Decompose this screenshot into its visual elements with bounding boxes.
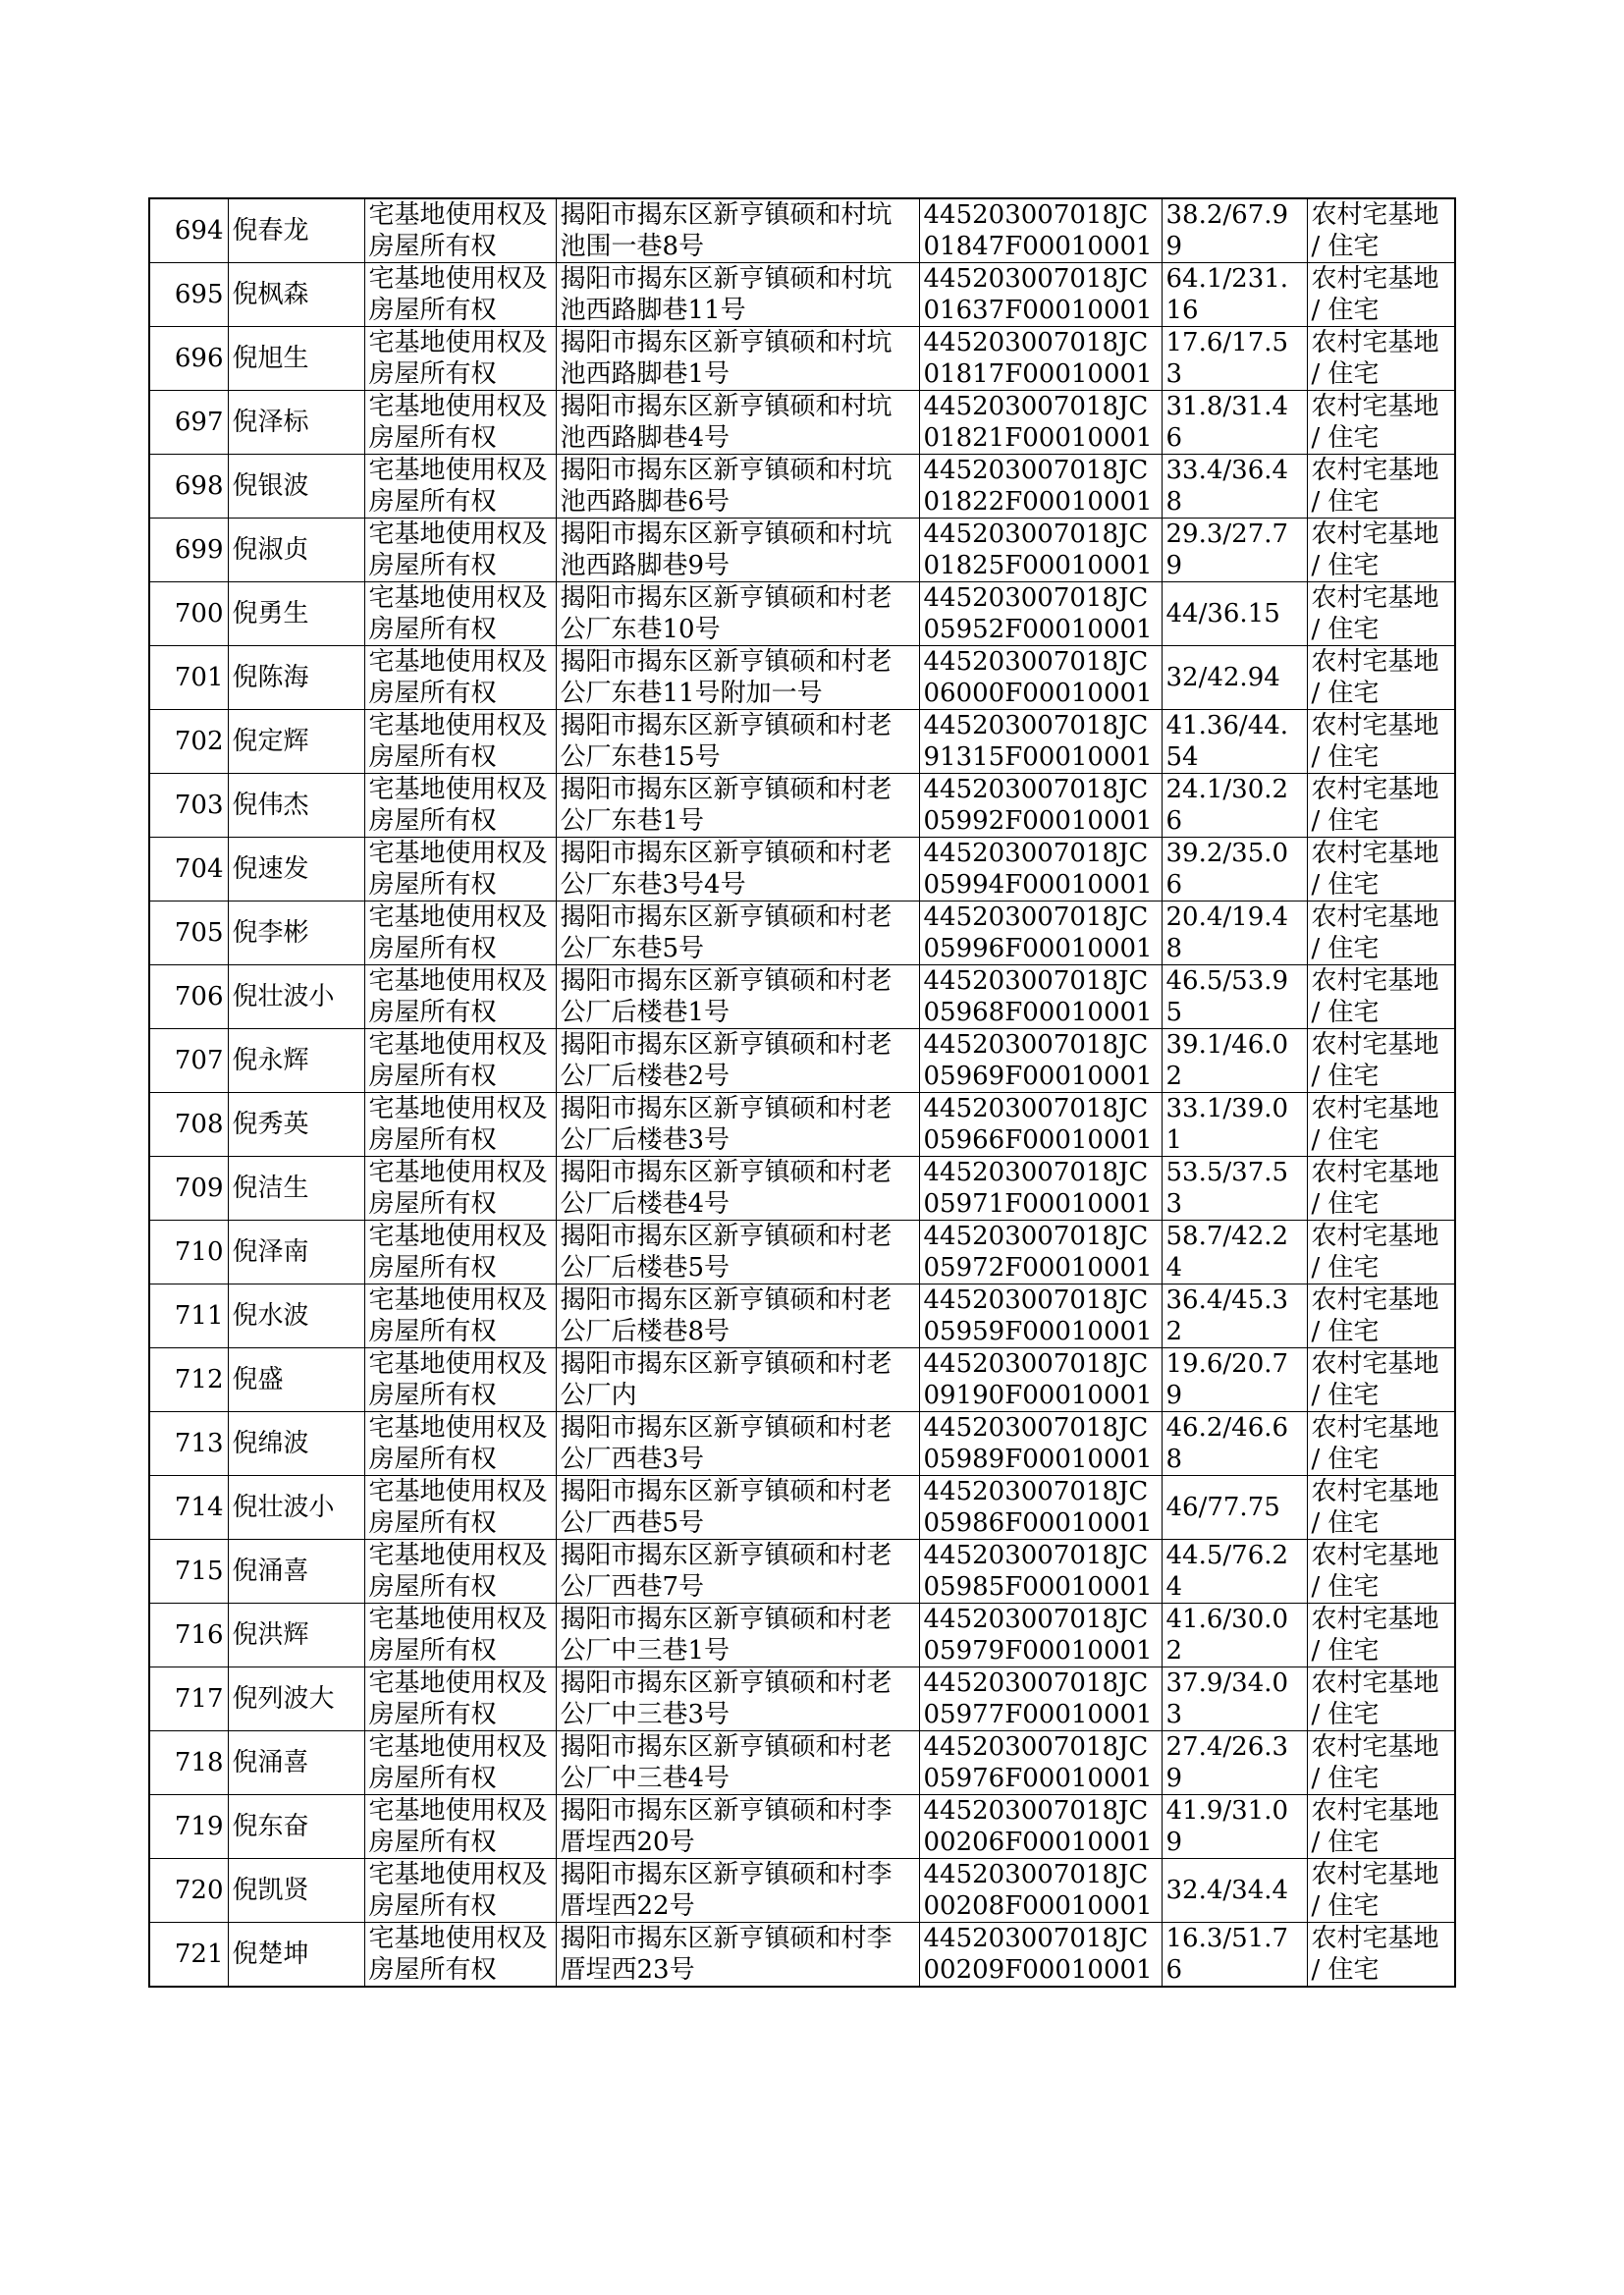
property-address-cell: 揭阳市揭东区新亨镇硕和村老公厂中三巷3号 — [556, 1667, 919, 1731]
right-type-cell: 宅基地使用权及房屋所有权 — [364, 455, 556, 519]
right-type-cell: 宅基地使用权及房屋所有权 — [364, 1348, 556, 1412]
row-number-cell: 710 — [149, 1221, 228, 1284]
unit-code-cell: 445203007018JC01821F00010001 — [919, 391, 1162, 455]
owner-name-cell: 倪盛 — [228, 1348, 364, 1412]
table-row — [149, 1029, 1455, 1093]
land-use-cell: 农村宅基地 / 住宅 — [1307, 455, 1455, 519]
table-row — [149, 327, 1455, 391]
property-address-cell: 揭阳市揭东区新亨镇硕和村坑池西路脚巷9号 — [556, 519, 919, 582]
area-value-cell: 38.2/67.99 — [1162, 198, 1307, 263]
land-use-cell: 农村宅基地 / 住宅 — [1307, 198, 1455, 263]
property-address-cell: 揭阳市揭东区新亨镇硕和村老公厂中三巷4号 — [556, 1731, 919, 1795]
land-use-cell: 农村宅基地 / 住宅 — [1307, 1795, 1455, 1859]
table-row — [149, 1348, 1455, 1412]
area-value-cell: 37.9/34.03 — [1162, 1667, 1307, 1731]
row-number-cell: 700 — [149, 582, 228, 646]
area-value-cell: 46/77.75 — [1162, 1476, 1307, 1540]
right-type-cell: 宅基地使用权及房屋所有权 — [364, 198, 556, 263]
row-number-cell: 713 — [149, 1412, 228, 1476]
land-use-cell: 农村宅基地 / 住宅 — [1307, 965, 1455, 1029]
land-use-cell: 农村宅基地 / 住宅 — [1307, 1284, 1455, 1348]
unit-code-cell: 445203007018JC05969F00010001 — [919, 1029, 1162, 1093]
table-row — [149, 1795, 1455, 1859]
table-row — [149, 774, 1455, 838]
unit-code-cell: 445203007018JC05985F00010001 — [919, 1540, 1162, 1604]
land-use-cell: 农村宅基地 / 住宅 — [1307, 519, 1455, 582]
row-number-cell: 716 — [149, 1604, 228, 1667]
area-value-cell: 19.6/20.79 — [1162, 1348, 1307, 1412]
unit-code-cell: 445203007018JC05977F00010001 — [919, 1667, 1162, 1731]
right-type-cell: 宅基地使用权及房屋所有权 — [364, 1476, 556, 1540]
area-value-cell: 46.5/53.95 — [1162, 965, 1307, 1029]
land-use-cell: 农村宅基地 / 住宅 — [1307, 391, 1455, 455]
unit-code-cell: 445203007018JC09190F00010001 — [919, 1348, 1162, 1412]
unit-code-cell: 445203007018JC05992F00010001 — [919, 774, 1162, 838]
owner-name-cell: 倪涌喜 — [228, 1540, 364, 1604]
row-number-cell: 717 — [149, 1667, 228, 1731]
unit-code-cell: 445203007018JC01817F00010001 — [919, 327, 1162, 391]
right-type-cell: 宅基地使用权及房屋所有权 — [364, 838, 556, 902]
right-type-cell: 宅基地使用权及房屋所有权 — [364, 263, 556, 327]
land-use-cell: 农村宅基地 / 住宅 — [1307, 1221, 1455, 1284]
row-number-cell: 696 — [149, 327, 228, 391]
land-use-cell: 农村宅基地 / 住宅 — [1307, 710, 1455, 774]
property-address-cell: 揭阳市揭东区新亨镇硕和村老公厂内 — [556, 1348, 919, 1412]
table-body — [149, 198, 1455, 1987]
land-use-cell: 农村宅基地 / 住宅 — [1307, 646, 1455, 710]
table-row — [149, 263, 1455, 327]
property-address-cell: 揭阳市揭东区新亨镇硕和村老公厂西巷7号 — [556, 1540, 919, 1604]
area-value-cell: 36.4/45.32 — [1162, 1284, 1307, 1348]
unit-code-cell: 445203007018JC05959F00010001 — [919, 1284, 1162, 1348]
unit-code-cell: 445203007018JC05971F00010001 — [919, 1157, 1162, 1221]
property-address-cell: 揭阳市揭东区新亨镇硕和村坑池西路脚巷1号 — [556, 327, 919, 391]
unit-code-cell: 445203007018JC05976F00010001 — [919, 1731, 1162, 1795]
row-number-cell: 715 — [149, 1540, 228, 1604]
owner-name-cell: 倪东奋 — [228, 1795, 364, 1859]
table-row — [149, 455, 1455, 519]
table-row — [149, 1540, 1455, 1604]
owner-name-cell: 倪绵波 — [228, 1412, 364, 1476]
land-use-cell: 农村宅基地 / 住宅 — [1307, 1923, 1455, 1988]
property-address-cell: 揭阳市揭东区新亨镇硕和村老公厂东巷3号4号 — [556, 838, 919, 902]
property-address-cell: 揭阳市揭东区新亨镇硕和村坑池西路脚巷6号 — [556, 455, 919, 519]
area-value-cell: 41.6/30.02 — [1162, 1604, 1307, 1667]
land-use-cell: 农村宅基地 / 住宅 — [1307, 1731, 1455, 1795]
area-value-cell: 20.4/19.48 — [1162, 902, 1307, 965]
right-type-cell: 宅基地使用权及房屋所有权 — [364, 1029, 556, 1093]
row-number-cell: 719 — [149, 1795, 228, 1859]
land-use-cell: 农村宅基地 / 住宅 — [1307, 1540, 1455, 1604]
unit-code-cell: 445203007018JC05952F00010001 — [919, 582, 1162, 646]
row-number-cell: 709 — [149, 1157, 228, 1221]
property-address-cell: 揭阳市揭东区新亨镇硕和村老公厂东巷5号 — [556, 902, 919, 965]
table-row — [149, 1157, 1455, 1221]
area-value-cell: 33.1/39.01 — [1162, 1093, 1307, 1157]
unit-code-cell: 445203007018JC05968F00010001 — [919, 965, 1162, 1029]
table-row — [149, 646, 1455, 710]
area-value-cell: 46.2/46.68 — [1162, 1412, 1307, 1476]
unit-code-cell: 445203007018JC05989F00010001 — [919, 1412, 1162, 1476]
unit-code-cell: 445203007018JC01847F00010001 — [919, 198, 1162, 263]
area-value-cell: 29.3/27.79 — [1162, 519, 1307, 582]
property-address-cell: 揭阳市揭东区新亨镇硕和村老公厂中三巷1号 — [556, 1604, 919, 1667]
owner-name-cell: 倪定辉 — [228, 710, 364, 774]
table-row — [149, 1604, 1455, 1667]
row-number-cell: 701 — [149, 646, 228, 710]
area-value-cell: 27.4/26.39 — [1162, 1731, 1307, 1795]
area-value-cell: 16.3/51.76 — [1162, 1923, 1307, 1988]
land-use-cell: 农村宅基地 / 住宅 — [1307, 327, 1455, 391]
unit-code-cell: 445203007018JC91315F00010001 — [919, 710, 1162, 774]
area-value-cell: 33.4/36.48 — [1162, 455, 1307, 519]
right-type-cell: 宅基地使用权及房屋所有权 — [364, 1412, 556, 1476]
table-row — [149, 519, 1455, 582]
land-use-cell: 农村宅基地 / 住宅 — [1307, 1476, 1455, 1540]
unit-code-cell: 445203007018JC05966F00010001 — [919, 1093, 1162, 1157]
property-address-cell: 揭阳市揭东区新亨镇硕和村老公厂西巷5号 — [556, 1476, 919, 1540]
row-number-cell: 694 — [149, 198, 228, 263]
area-value-cell: 41.36/44.54 — [1162, 710, 1307, 774]
property-address-cell: 揭阳市揭东区新亨镇硕和村坑池围一巷8号 — [556, 198, 919, 263]
right-type-cell: 宅基地使用权及房屋所有权 — [364, 1795, 556, 1859]
area-value-cell: 39.2/35.06 — [1162, 838, 1307, 902]
right-type-cell: 宅基地使用权及房屋所有权 — [364, 1157, 556, 1221]
right-type-cell: 宅基地使用权及房屋所有权 — [364, 1221, 556, 1284]
unit-code-cell: 445203007018JC05972F00010001 — [919, 1221, 1162, 1284]
row-number-cell: 705 — [149, 902, 228, 965]
owner-name-cell: 倪楚坤 — [228, 1923, 364, 1988]
unit-code-cell: 445203007018JC00209F00010001 — [919, 1923, 1162, 1988]
row-number-cell: 721 — [149, 1923, 228, 1988]
land-use-cell: 农村宅基地 / 住宅 — [1307, 1412, 1455, 1476]
owner-name-cell: 倪勇生 — [228, 582, 364, 646]
area-value-cell: 24.1/30.26 — [1162, 774, 1307, 838]
row-number-cell: 698 — [149, 455, 228, 519]
right-type-cell: 宅基地使用权及房屋所有权 — [364, 902, 556, 965]
table-row — [149, 1859, 1455, 1923]
row-number-cell: 714 — [149, 1476, 228, 1540]
right-type-cell: 宅基地使用权及房屋所有权 — [364, 646, 556, 710]
property-address-cell: 揭阳市揭东区新亨镇硕和村李厝埕西22号 — [556, 1859, 919, 1923]
owner-name-cell: 倪凯贤 — [228, 1859, 364, 1923]
row-number-cell: 697 — [149, 391, 228, 455]
owner-name-cell: 倪枫森 — [228, 263, 364, 327]
property-address-cell: 揭阳市揭东区新亨镇硕和村老公厂西巷3号 — [556, 1412, 919, 1476]
area-value-cell: 53.5/37.53 — [1162, 1157, 1307, 1221]
land-use-cell: 农村宅基地 / 住宅 — [1307, 838, 1455, 902]
unit-code-cell: 445203007018JC05996F00010001 — [919, 902, 1162, 965]
owner-name-cell: 倪旭生 — [228, 327, 364, 391]
unit-code-cell: 445203007018JC05994F00010001 — [919, 838, 1162, 902]
property-address-cell: 揭阳市揭东区新亨镇硕和村老公厂东巷10号 — [556, 582, 919, 646]
table-row — [149, 1476, 1455, 1540]
unit-code-cell: 445203007018JC01822F00010001 — [919, 455, 1162, 519]
right-type-cell: 宅基地使用权及房屋所有权 — [364, 1093, 556, 1157]
right-type-cell: 宅基地使用权及房屋所有权 — [364, 1284, 556, 1348]
land-use-cell: 农村宅基地 / 住宅 — [1307, 582, 1455, 646]
row-number-cell: 707 — [149, 1029, 228, 1093]
owner-name-cell: 倪银波 — [228, 455, 364, 519]
property-address-cell: 揭阳市揭东区新亨镇硕和村老公厂后楼巷5号 — [556, 1221, 919, 1284]
right-type-cell: 宅基地使用权及房屋所有权 — [364, 1540, 556, 1604]
row-number-cell: 706 — [149, 965, 228, 1029]
owner-name-cell: 倪洁生 — [228, 1157, 364, 1221]
owner-name-cell: 倪水波 — [228, 1284, 364, 1348]
row-number-cell: 695 — [149, 263, 228, 327]
property-address-cell: 揭阳市揭东区新亨镇硕和村老公厂后楼巷8号 — [556, 1284, 919, 1348]
table-row — [149, 1412, 1455, 1476]
owner-name-cell: 倪速发 — [228, 838, 364, 902]
owner-name-cell: 倪春龙 — [228, 198, 364, 263]
right-type-cell: 宅基地使用权及房屋所有权 — [364, 1731, 556, 1795]
table-row — [149, 1731, 1455, 1795]
unit-code-cell: 445203007018JC06000F00010001 — [919, 646, 1162, 710]
owner-name-cell: 倪壮波小 — [228, 965, 364, 1029]
owner-name-cell: 倪伟杰 — [228, 774, 364, 838]
table-row — [149, 198, 1455, 263]
property-address-cell: 揭阳市揭东区新亨镇硕和村李厝埕西23号 — [556, 1923, 919, 1988]
land-use-cell: 农村宅基地 / 住宅 — [1307, 1859, 1455, 1923]
owner-name-cell: 倪陈海 — [228, 646, 364, 710]
property-address-cell: 揭阳市揭东区新亨镇硕和村老公厂后楼巷2号 — [556, 1029, 919, 1093]
area-value-cell: 39.1/46.02 — [1162, 1029, 1307, 1093]
property-address-cell: 揭阳市揭东区新亨镇硕和村老公厂后楼巷3号 — [556, 1093, 919, 1157]
owner-name-cell: 倪涌喜 — [228, 1731, 364, 1795]
land-use-cell: 农村宅基地 / 住宅 — [1307, 263, 1455, 327]
right-type-cell: 宅基地使用权及房屋所有权 — [364, 710, 556, 774]
owner-name-cell: 倪李彬 — [228, 902, 364, 965]
land-use-cell: 农村宅基地 / 住宅 — [1307, 1157, 1455, 1221]
row-number-cell: 718 — [149, 1731, 228, 1795]
property-address-cell: 揭阳市揭东区新亨镇硕和村老公厂后楼巷1号 — [556, 965, 919, 1029]
land-use-cell: 农村宅基地 / 住宅 — [1307, 1093, 1455, 1157]
unit-code-cell: 445203007018JC05986F00010001 — [919, 1476, 1162, 1540]
land-use-cell: 农村宅基地 / 住宅 — [1307, 1604, 1455, 1667]
property-address-cell: 揭阳市揭东区新亨镇硕和村老公厂东巷11号附加一号 — [556, 646, 919, 710]
table-row — [149, 1667, 1455, 1731]
row-number-cell: 699 — [149, 519, 228, 582]
unit-code-cell: 445203007018JC01825F00010001 — [919, 519, 1162, 582]
table-row — [149, 902, 1455, 965]
right-type-cell: 宅基地使用权及房屋所有权 — [364, 1859, 556, 1923]
right-type-cell: 宅基地使用权及房屋所有权 — [364, 519, 556, 582]
property-address-cell: 揭阳市揭东区新亨镇硕和村老公厂后楼巷4号 — [556, 1157, 919, 1221]
registry-table — [148, 197, 1456, 1988]
table-row — [149, 582, 1455, 646]
table-row — [149, 838, 1455, 902]
area-value-cell: 64.1/231.16 — [1162, 263, 1307, 327]
row-number-cell: 711 — [149, 1284, 228, 1348]
area-value-cell: 31.8/31.46 — [1162, 391, 1307, 455]
property-address-cell: 揭阳市揭东区新亨镇硕和村老公厂东巷15号 — [556, 710, 919, 774]
right-type-cell: 宅基地使用权及房屋所有权 — [364, 965, 556, 1029]
owner-name-cell: 倪泽标 — [228, 391, 364, 455]
right-type-cell: 宅基地使用权及房屋所有权 — [364, 391, 556, 455]
property-address-cell: 揭阳市揭东区新亨镇硕和村老公厂东巷1号 — [556, 774, 919, 838]
unit-code-cell: 445203007018JC01637F00010001 — [919, 263, 1162, 327]
area-value-cell: 32.4/34.4 — [1162, 1859, 1307, 1923]
table-row — [149, 1284, 1455, 1348]
area-value-cell: 32/42.94 — [1162, 646, 1307, 710]
row-number-cell: 708 — [149, 1093, 228, 1157]
table-row — [149, 1221, 1455, 1284]
land-use-cell: 农村宅基地 / 住宅 — [1307, 1029, 1455, 1093]
owner-name-cell: 倪列波大 — [228, 1667, 364, 1731]
unit-code-cell: 445203007018JC05979F00010001 — [919, 1604, 1162, 1667]
area-value-cell: 44.5/76.24 — [1162, 1540, 1307, 1604]
owner-name-cell: 倪洪辉 — [228, 1604, 364, 1667]
owner-name-cell: 倪壮波小 — [228, 1476, 364, 1540]
right-type-cell: 宅基地使用权及房屋所有权 — [364, 1923, 556, 1988]
land-use-cell: 农村宅基地 / 住宅 — [1307, 1348, 1455, 1412]
table-row — [149, 391, 1455, 455]
land-use-cell: 农村宅基地 / 住宅 — [1307, 774, 1455, 838]
table-row — [149, 1093, 1455, 1157]
right-type-cell: 宅基地使用权及房屋所有权 — [364, 1604, 556, 1667]
unit-code-cell: 445203007018JC00208F00010001 — [919, 1859, 1162, 1923]
row-number-cell: 704 — [149, 838, 228, 902]
owner-name-cell: 倪秀英 — [228, 1093, 364, 1157]
land-use-cell: 农村宅基地 / 住宅 — [1307, 1667, 1455, 1731]
area-value-cell: 58.7/42.24 — [1162, 1221, 1307, 1284]
right-type-cell: 宅基地使用权及房屋所有权 — [364, 327, 556, 391]
owner-name-cell: 倪淑贞 — [228, 519, 364, 582]
area-value-cell: 44/36.15 — [1162, 582, 1307, 646]
row-number-cell: 720 — [149, 1859, 228, 1923]
right-type-cell: 宅基地使用权及房屋所有权 — [364, 582, 556, 646]
property-address-cell: 揭阳市揭东区新亨镇硕和村李厝埕西20号 — [556, 1795, 919, 1859]
row-number-cell: 702 — [149, 710, 228, 774]
right-type-cell: 宅基地使用权及房屋所有权 — [364, 1667, 556, 1731]
right-type-cell: 宅基地使用权及房屋所有权 — [364, 774, 556, 838]
table-row — [149, 710, 1455, 774]
owner-name-cell: 倪泽南 — [228, 1221, 364, 1284]
owner-name-cell: 倪永辉 — [228, 1029, 364, 1093]
property-address-cell: 揭阳市揭东区新亨镇硕和村坑池西路脚巷11号 — [556, 263, 919, 327]
area-value-cell: 17.6/17.53 — [1162, 327, 1307, 391]
unit-code-cell: 445203007018JC00206F00010001 — [919, 1795, 1162, 1859]
land-use-cell: 农村宅基地 / 住宅 — [1307, 902, 1455, 965]
table-row — [149, 1923, 1455, 1988]
row-number-cell: 703 — [149, 774, 228, 838]
table-row — [149, 965, 1455, 1029]
area-value-cell: 41.9/31.09 — [1162, 1795, 1307, 1859]
row-number-cell: 712 — [149, 1348, 228, 1412]
property-address-cell: 揭阳市揭东区新亨镇硕和村坑池西路脚巷4号 — [556, 391, 919, 455]
